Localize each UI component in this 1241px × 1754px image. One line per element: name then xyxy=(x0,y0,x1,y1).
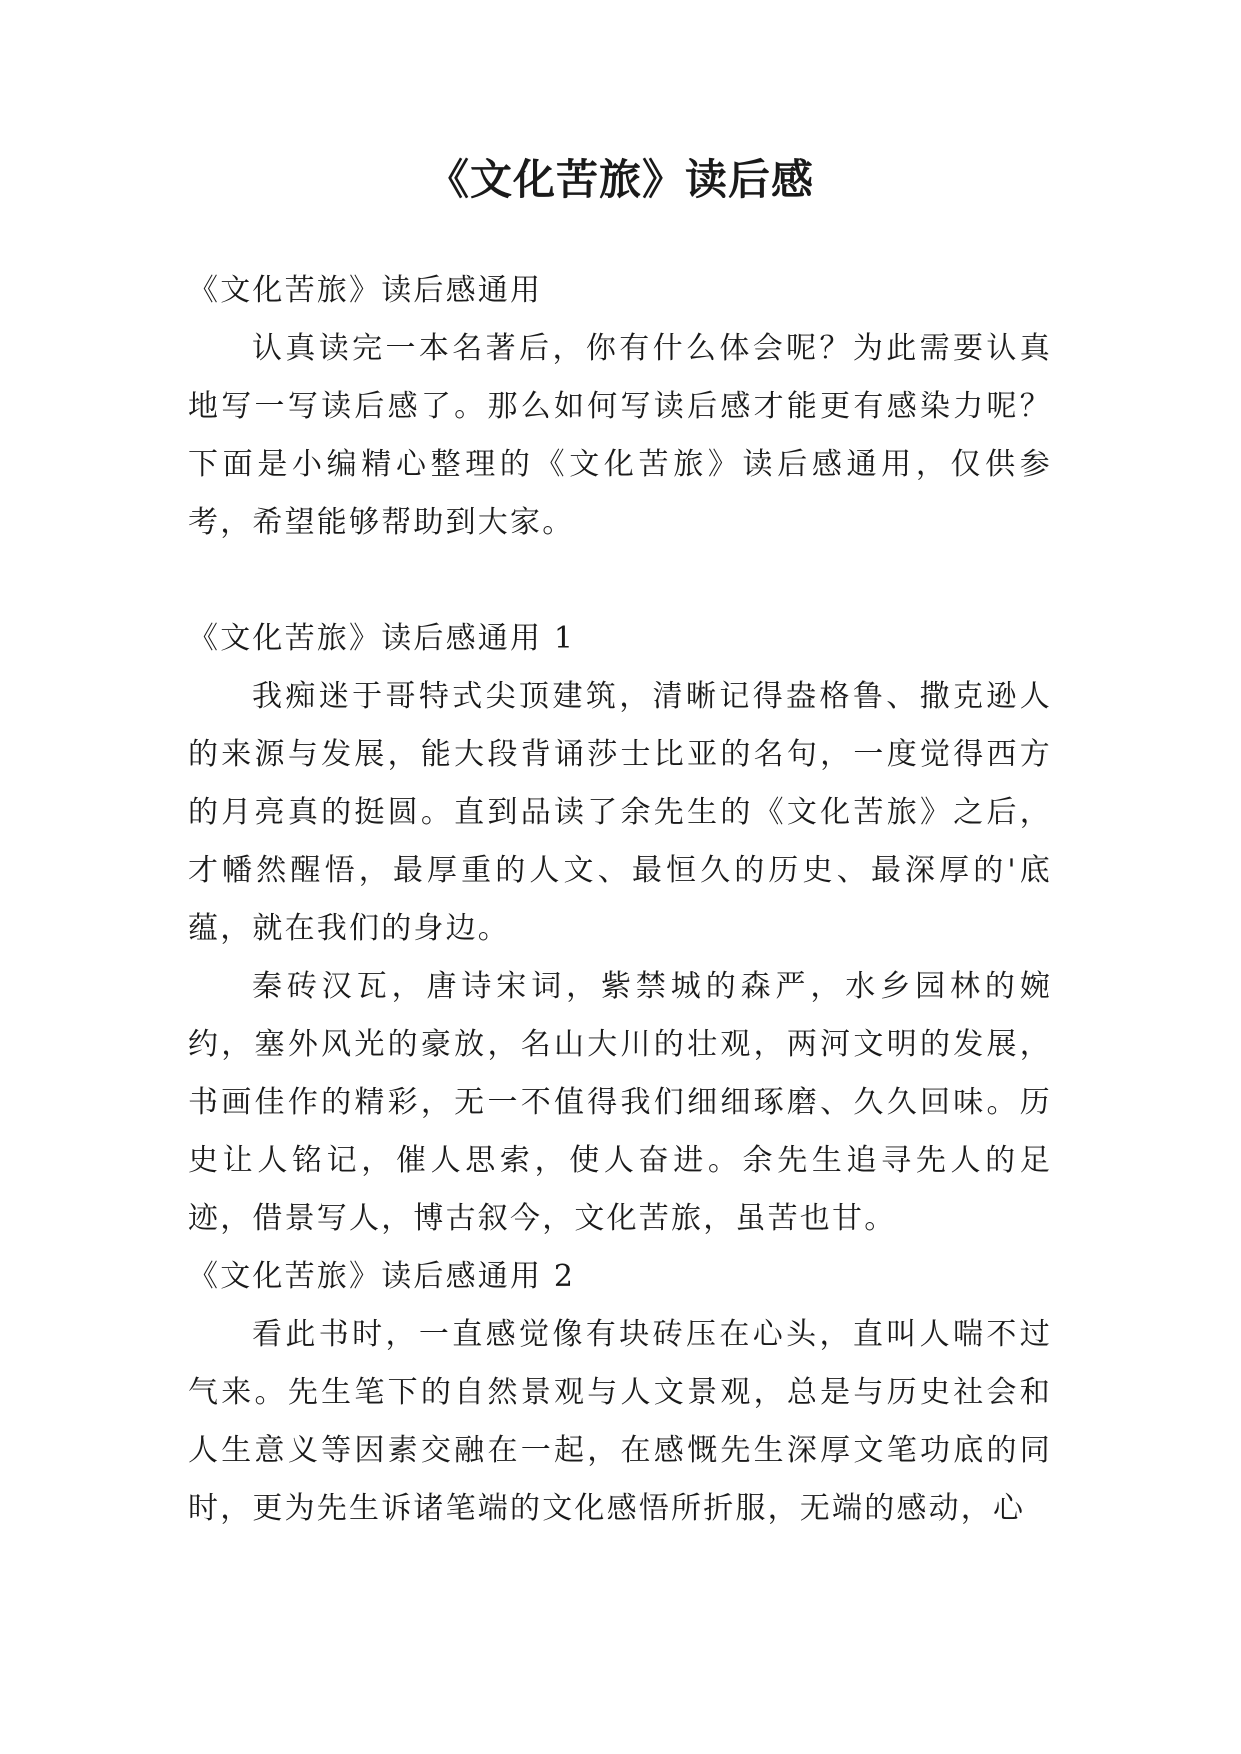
section-spacer xyxy=(188,552,1052,610)
section-2-paragraph-1: 看此书时，一直感觉像有块砖压在心头，直叫人喘不过气来。先生笔下的自然景观与人文景观，总是与历史社会和人生意义等因素交融在一起，在感慨先生深厚文笔功底的同时，更为先生诉诸笔端的文化感悟所折服，无端的感动，心 xyxy=(188,1317,1052,1526)
intro-paragraph: 认真读完一本名著后，你有什么体会呢？为此需要认真地写一写读后感了。那么如何写读后感才能更有感染力呢？下面是小编精心整理的《文化苦旅》读后感通用，仅供参考，希望能够帮助到大家。 xyxy=(188,331,1052,540)
section-1-paragraph-1: 我痴迷于哥特式尖顶建筑，清晰记得盎格鲁、撒克逊人的来源与发展，能大段背诵莎士比亚的名句，一度觉得西方的月亮真的挺圆。直到品读了余先生的《文化苦旅》之后，才幡然醒悟，最厚重的人文、最恒久的历史、最深厚的'底蕴，就在我们的身边。 xyxy=(188,679,1052,946)
section-1-heading: 《文化苦旅》读后感通用 1 xyxy=(188,621,576,656)
intro-heading: 《文化苦旅》读后感通用 xyxy=(188,273,543,308)
document-body xyxy=(188,262,1052,1538)
section-2-heading: 《文化苦旅》读后感通用 2 xyxy=(188,1259,576,1294)
document-title: 《文化苦旅》读后感 xyxy=(426,155,814,204)
section-1-paragraph-2: 秦砖汉瓦，唐诗宋词，紫禁城的森严，水乡园林的婉约，塞外风光的豪放，名山大川的壮观，两河文明的发展，书画佳作的精彩，无一不值得我们细细琢磨、久久回味。历史让人铭记，催人思索，使人奋进。余先生追寻先人的足迹，借景写人，博古叙今，文化苦旅，虽苦也甘。 xyxy=(188,969,1052,1236)
